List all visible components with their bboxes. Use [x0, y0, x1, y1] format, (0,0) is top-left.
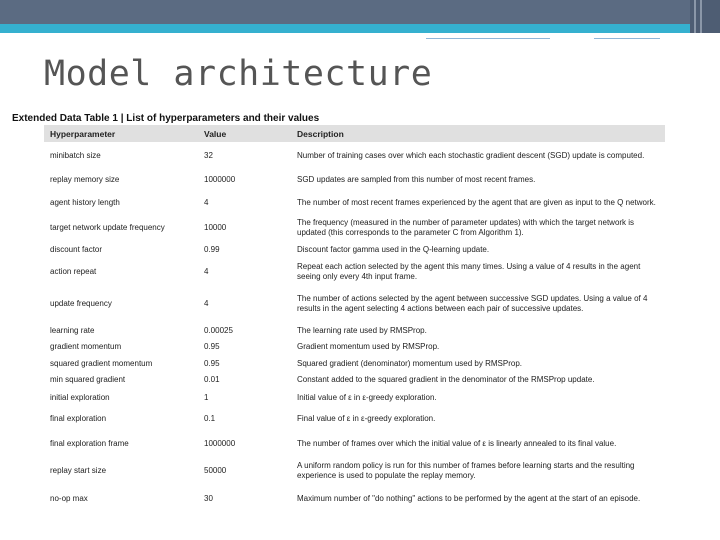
cell-description: Maximum number of "do nothing" actions to be performed by the agent at the start of an episode.: [297, 494, 641, 503]
cell-hyperparameter: minibatch size: [50, 150, 101, 160]
cell-description: Constant added to the squared gradient in the denominator of the RMSProp update.: [297, 375, 595, 384]
table-row: [44, 457, 665, 485]
table-row: [44, 190, 665, 215]
header-band-corner: [690, 0, 720, 33]
cell-hyperparameter: no-op max: [50, 494, 88, 503]
cell-value: 1000000: [204, 438, 236, 448]
cell-hyperparameter: discount factor: [50, 244, 103, 254]
cell-hyperparameter: replay memory size: [50, 174, 120, 184]
cell-description: Number of training cases over which each stochastic gradient descent (SGD) update is computed.: [297, 150, 645, 160]
table-row: [44, 408, 665, 430]
cell-description: The number of frames over which the initial value of ε is linearly annealed to its final value.: [297, 438, 617, 448]
cell-hyperparameter: learning rate: [50, 326, 95, 335]
table-row: [44, 372, 665, 388]
cell-value: 4: [204, 197, 209, 207]
table-caption: Extended Data Table 1 | List of hyperparameters and their values: [12, 113, 320, 124]
cell-hyperparameter: final exploration frame: [50, 438, 129, 448]
cell-hyperparameter: final exploration: [50, 414, 107, 423]
table-row: [44, 169, 665, 190]
header-hyperparameter: Hyperparameter: [50, 128, 116, 139]
header-description: Description: [297, 128, 344, 139]
cell-value: 0.00025: [204, 326, 233, 335]
cell-description: Final value of ε in ε-greedy exploration.: [297, 414, 436, 423]
cell-description: The number of actions selected by the agent between successive SGD updates. Using a value of 4 results in the agent selecting 4 actions between each pair of successive updates.: [297, 294, 648, 313]
cell-description: Repeat each action selected by the agent this many times. Using a value of 4 results in the agent seeing only every 4th input frame.: [297, 262, 641, 281]
cell-value: 1000000: [204, 174, 236, 184]
cell-hyperparameter: initial exploration: [50, 393, 110, 402]
cell-value: 0.1: [204, 414, 216, 423]
hyperparameter-table: [44, 125, 665, 513]
table-row: [44, 259, 665, 285]
cell-description: Initial value of ε in ε-greedy exploration.: [297, 393, 437, 402]
slide-title: Model architecture: [44, 54, 433, 94]
table-row: [44, 430, 665, 457]
cell-value: 0.01: [204, 375, 220, 384]
cell-value: 0.99: [204, 244, 220, 254]
cell-value: 10000: [204, 222, 227, 232]
header-divider-line: [594, 38, 660, 39]
cell-value: 0.95: [204, 342, 220, 351]
cell-description: Squared gradient (denominator) momentum used by RMSProp.: [297, 358, 522, 368]
table-row: [44, 285, 665, 323]
cell-value: 4: [204, 299, 209, 308]
cell-hyperparameter: gradient momentum: [50, 342, 122, 351]
cell-hyperparameter: min squared gradient: [50, 375, 126, 384]
cell-description: SGD updates are sampled from this number of most recent frames.: [297, 174, 536, 184]
cell-hyperparameter: agent history length: [50, 197, 120, 207]
table-row: [44, 142, 665, 169]
cell-description: Discount factor gamma used in the Q-learning update.: [297, 244, 490, 254]
cell-value: 0.95: [204, 358, 220, 368]
cell-hyperparameter: action repeat: [50, 267, 97, 276]
cell-hyperparameter: update frequency: [50, 299, 112, 308]
table-row: [44, 240, 665, 259]
cell-value: 50000: [204, 466, 227, 475]
table-row: [44, 388, 665, 408]
cell-description: Gradient momentum used by RMSProp.: [297, 342, 440, 351]
header-value: Value: [204, 128, 227, 139]
cell-hyperparameter: squared gradient momentum: [50, 358, 153, 368]
cell-description: A uniform random policy is run for this number of frames before learning starts and the resulting experience is used to populate the replay memory.: [297, 461, 635, 480]
cell-value: 4: [204, 267, 209, 276]
cell-description: The frequency (measured in the number of parameter updates) with which the target network is updated (this corresponds to the parameter C from Algorithm 1).: [297, 217, 635, 237]
table-row: [44, 323, 665, 339]
header-divider-line: [426, 38, 550, 39]
cell-description: The number of most recent frames experienced by the agent that are given as input to the Q network.: [297, 197, 656, 207]
table-row: [44, 215, 665, 240]
table-row: [44, 339, 665, 355]
header-band-dark: [0, 0, 690, 24]
cell-hyperparameter: replay start size: [50, 466, 107, 475]
cell-value: 32: [204, 150, 213, 160]
cell-value: 1: [204, 393, 209, 402]
table-header-row: [44, 125, 665, 142]
table-row: [44, 485, 665, 513]
cell-value: 30: [204, 494, 213, 503]
header-band-accent: [0, 24, 690, 33]
table-row: [44, 355, 665, 372]
cell-description: The learning rate used by RMSProp.: [297, 326, 427, 335]
cell-hyperparameter: target network update frequency: [50, 222, 165, 232]
